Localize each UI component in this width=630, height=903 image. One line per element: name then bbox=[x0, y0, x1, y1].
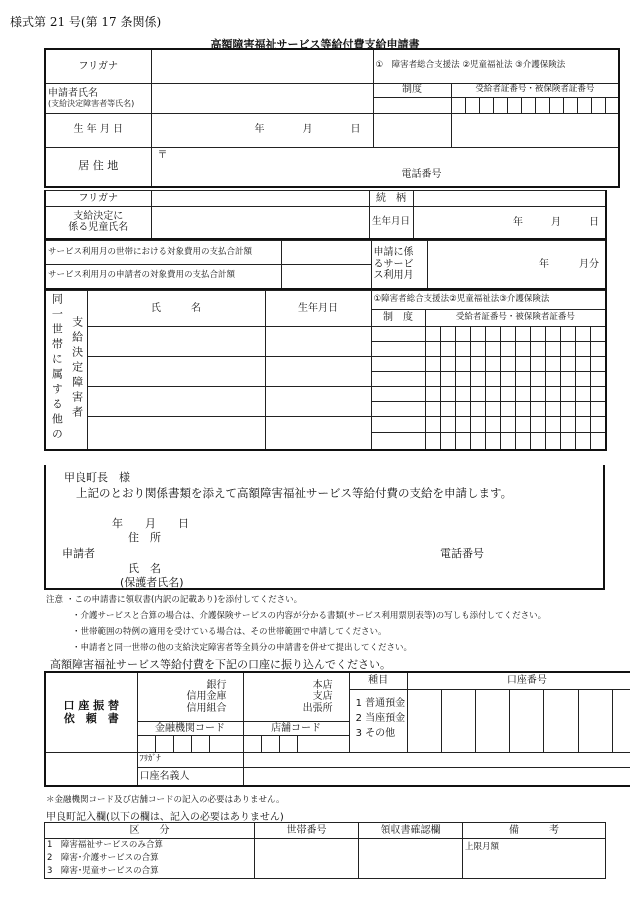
account-kind-field[interactable] bbox=[349, 672, 407, 753]
branch-code-label: 店舗コード bbox=[243, 722, 349, 736]
member-system-field[interactable] bbox=[371, 327, 425, 342]
child-dob-label: 生年月日 bbox=[369, 207, 413, 239]
household-inner-label: 支給決定障害者 bbox=[66, 291, 87, 450]
bank-table bbox=[44, 671, 630, 787]
account-kind-option[interactable]: 2 当座預金 bbox=[355, 713, 406, 724]
cert-digit[interactable] bbox=[479, 97, 493, 113]
member-cert-header: 受給者証番号・被保険者証番号 bbox=[425, 310, 606, 327]
child-furigana-field[interactable] bbox=[151, 191, 369, 207]
household-total-label: サービス利用月の世帯における対象費用の支払合計額 bbox=[45, 241, 281, 265]
office-category-item: 3 障害･児童サービスの合算 bbox=[47, 866, 159, 876]
holder-furigana-field[interactable] bbox=[243, 753, 630, 768]
account-kind-option[interactable]: 3 その他 bbox=[355, 728, 396, 739]
applicant-dob-field[interactable]: 年 月 日 bbox=[151, 113, 373, 147]
cert-digit[interactable] bbox=[605, 97, 619, 113]
office-table bbox=[44, 822, 606, 879]
office-household-no-header: 世帯番号 bbox=[255, 823, 359, 839]
member-system-field[interactable] bbox=[371, 342, 425, 357]
office-household-no-field bbox=[255, 839, 359, 879]
office-heading: 甲良町記入欄(以下の欄は、記入の必要はありません) bbox=[46, 812, 284, 823]
address-label: 居 住 地 bbox=[45, 147, 151, 187]
guardian-label: (保護者氏名) bbox=[120, 576, 184, 589]
cert-field-row[interactable] bbox=[451, 113, 619, 147]
service-month-label: 申請に係 るサービ ス利用月 bbox=[371, 241, 427, 289]
member-system-header: 制 度 bbox=[371, 310, 425, 327]
branch-code-digit[interactable] bbox=[243, 736, 261, 753]
member-system-field[interactable] bbox=[371, 417, 425, 433]
declaration-statement: 上記のとおり関係書類を添えて高額障害福祉サービス等給付費の支給を申請します。 bbox=[76, 486, 513, 500]
office-category-item: 1 障害福祉サービスのみ合算 bbox=[47, 840, 163, 850]
page-title: 高額障害福祉サービス等給付費支給申請書 bbox=[210, 38, 420, 51]
member-dob-field[interactable] bbox=[265, 417, 371, 450]
holder-furigana-label: ﾌﾘｶﾞﾅ bbox=[137, 753, 243, 768]
member-system-field[interactable] bbox=[371, 402, 425, 417]
account-kind-label: 種目 bbox=[350, 673, 407, 690]
applicant-total-field[interactable] bbox=[281, 265, 371, 289]
branch-type: 本店 bbox=[312, 679, 333, 691]
office-remarks-field bbox=[463, 839, 606, 879]
address-field[interactable] bbox=[151, 147, 619, 187]
applicant-dob-label: 生 年 月 日 bbox=[45, 113, 151, 147]
member-system-field[interactable] bbox=[371, 387, 425, 402]
member-name-field[interactable] bbox=[87, 417, 265, 450]
applicant-total-label: サービス利用月の申請者の対象費用の支払合計額 bbox=[45, 265, 281, 289]
form-number: 様式第 21 号(第 17 条関係) bbox=[10, 15, 162, 29]
system-field[interactable] bbox=[373, 113, 451, 147]
branch-name-field[interactable] bbox=[243, 672, 349, 722]
postal-mark: 〒 bbox=[157, 149, 168, 161]
cert-digit[interactable] bbox=[493, 97, 507, 113]
child-furigana-label: フリガナ bbox=[45, 191, 151, 207]
branch-type: 出張所 bbox=[302, 702, 333, 714]
applicant-law-options: ① 障害者総合支援法 ②児童福祉法 ③介護保険法 bbox=[373, 49, 619, 83]
applicant-name-field[interactable] bbox=[151, 83, 373, 113]
cost-table bbox=[44, 240, 607, 290]
child-name-field[interactable] bbox=[151, 207, 369, 239]
declaration-date: 年 月 日 bbox=[112, 517, 189, 530]
note-item: ・世帯範囲の特例の適用を受けている場合は、その世帯範囲で申請してください。 bbox=[72, 627, 387, 637]
household-table bbox=[44, 290, 607, 451]
child-name-label: 支給決定に 係る児童氏名 bbox=[45, 207, 151, 239]
member-dob-field[interactable] bbox=[265, 387, 371, 417]
declaration-name-label: 氏 名 bbox=[128, 562, 161, 575]
branch-type: 支店 bbox=[312, 691, 333, 703]
member-dob-header: 生年月日 bbox=[265, 291, 371, 327]
office-category-header: 区 分 bbox=[45, 823, 255, 839]
office-receipt-field bbox=[359, 839, 463, 879]
note-item: ・介護サービスと合算の場合は、介護保険サービスの内容が分かる書類(サービス利用票別表等)の写しも添付してください。 bbox=[72, 611, 547, 621]
member-system-field[interactable] bbox=[371, 372, 425, 387]
member-name-header: 氏 名 bbox=[87, 291, 265, 327]
note-item: ・この申請書に領収書(内訳の記載あり)を添付してください。 bbox=[66, 595, 303, 605]
limit-label: 上限月額 bbox=[465, 842, 500, 852]
bank-code-digit[interactable] bbox=[137, 736, 155, 753]
relation-label: 続 柄 bbox=[369, 191, 413, 207]
member-name-field[interactable] bbox=[87, 357, 265, 387]
bank-name-field[interactable] bbox=[137, 672, 243, 722]
declaration-address-label: 住 所 bbox=[128, 531, 161, 544]
child-dob-field[interactable]: 年 月 日 bbox=[413, 207, 606, 239]
cert-label: 受給者証番号・被保険者証番号 bbox=[451, 83, 619, 97]
account-kind-option[interactable]: 1 普通預金 bbox=[355, 698, 406, 709]
bank-code-digit[interactable] bbox=[155, 736, 173, 753]
branch-code-digit[interactable] bbox=[279, 736, 297, 753]
notes-lead: 注意 bbox=[46, 595, 64, 605]
bank-code-digit[interactable] bbox=[191, 736, 209, 753]
bank-type: 銀行 bbox=[206, 679, 227, 691]
note-item: ・申請者と同一世帯の他の支給決定障害者等全員分の申請書を併せて提出してください。 bbox=[72, 643, 413, 653]
account-holder-label: 口座名義人 bbox=[137, 768, 243, 786]
cert-digit[interactable] bbox=[535, 97, 549, 113]
branch-code-digit[interactable] bbox=[261, 736, 279, 753]
account-holder-field[interactable] bbox=[243, 768, 630, 786]
cert-digit[interactable] bbox=[577, 97, 591, 113]
applicant-name-label: 申請者氏名 (支給決定障害者等氏名) bbox=[45, 83, 151, 113]
member-system-field[interactable] bbox=[371, 357, 425, 372]
notes bbox=[46, 592, 626, 656]
cert-digit[interactable] bbox=[591, 97, 605, 113]
addressee: 甲良町長 様 bbox=[64, 471, 130, 484]
household-total-field[interactable] bbox=[281, 241, 371, 265]
cert-digit[interactable] bbox=[465, 97, 479, 113]
applicant-furigana-field[interactable] bbox=[151, 49, 373, 83]
account-number-field[interactable] bbox=[407, 672, 630, 753]
cert-digit[interactable] bbox=[451, 97, 465, 113]
service-month-field[interactable]: 年 月分 bbox=[427, 241, 606, 289]
applicant-phone-label: 電話番号 bbox=[401, 169, 442, 180]
household-outer-label: 同一世帯に属する他の bbox=[45, 291, 66, 450]
child-table bbox=[44, 190, 607, 240]
member-name-field[interactable] bbox=[87, 387, 265, 417]
bank-type: 信用組合 bbox=[186, 702, 227, 714]
bank-request-label: 口 座 振 替 依 頼 書 bbox=[45, 672, 137, 753]
member-system-field[interactable] bbox=[371, 433, 425, 450]
declaration-block bbox=[44, 465, 605, 590]
applicant-furigana-label: フリガナ bbox=[45, 49, 151, 83]
cert-digit[interactable] bbox=[549, 97, 563, 113]
office-receipt-header: 領収書確認欄 bbox=[359, 823, 463, 839]
cert-digit[interactable] bbox=[563, 97, 577, 113]
member-dob-field[interactable] bbox=[265, 357, 371, 387]
bank-type: 信用金庫 bbox=[186, 691, 227, 703]
member-dob-field[interactable] bbox=[265, 327, 371, 357]
declaration-phone-label: 電話番号 bbox=[440, 547, 484, 560]
bank-heading: 高額障害福祉サービス等給付費を下記の口座に振り込んでください。 bbox=[50, 658, 391, 671]
cert-digit[interactable] bbox=[507, 97, 521, 113]
cert-digit[interactable] bbox=[521, 97, 535, 113]
bank-code-digit[interactable] bbox=[173, 736, 191, 753]
system-label: 制度 bbox=[373, 83, 451, 97]
bank-code-label: 金融機関コード bbox=[137, 722, 243, 736]
applicant-table bbox=[44, 48, 620, 188]
bank-footnote: ＊金融機関コード及び店舗コードの記入の必要はありません。 bbox=[46, 795, 285, 805]
system-field[interactable] bbox=[373, 97, 451, 113]
office-category-list bbox=[45, 839, 255, 879]
declaration-applicant-label: 申請者 bbox=[62, 547, 95, 560]
relation-field[interactable] bbox=[413, 191, 606, 207]
account-number-label: 口座番号 bbox=[408, 673, 630, 690]
office-remarks-header: 備 考 bbox=[463, 823, 606, 839]
member-name-field[interactable] bbox=[87, 327, 265, 357]
office-category-item: 2 障害･介護サービスの合算 bbox=[47, 853, 159, 863]
member-law-options: ①障害者総合支援法②児童福祉法③介護保険法 bbox=[371, 291, 606, 310]
